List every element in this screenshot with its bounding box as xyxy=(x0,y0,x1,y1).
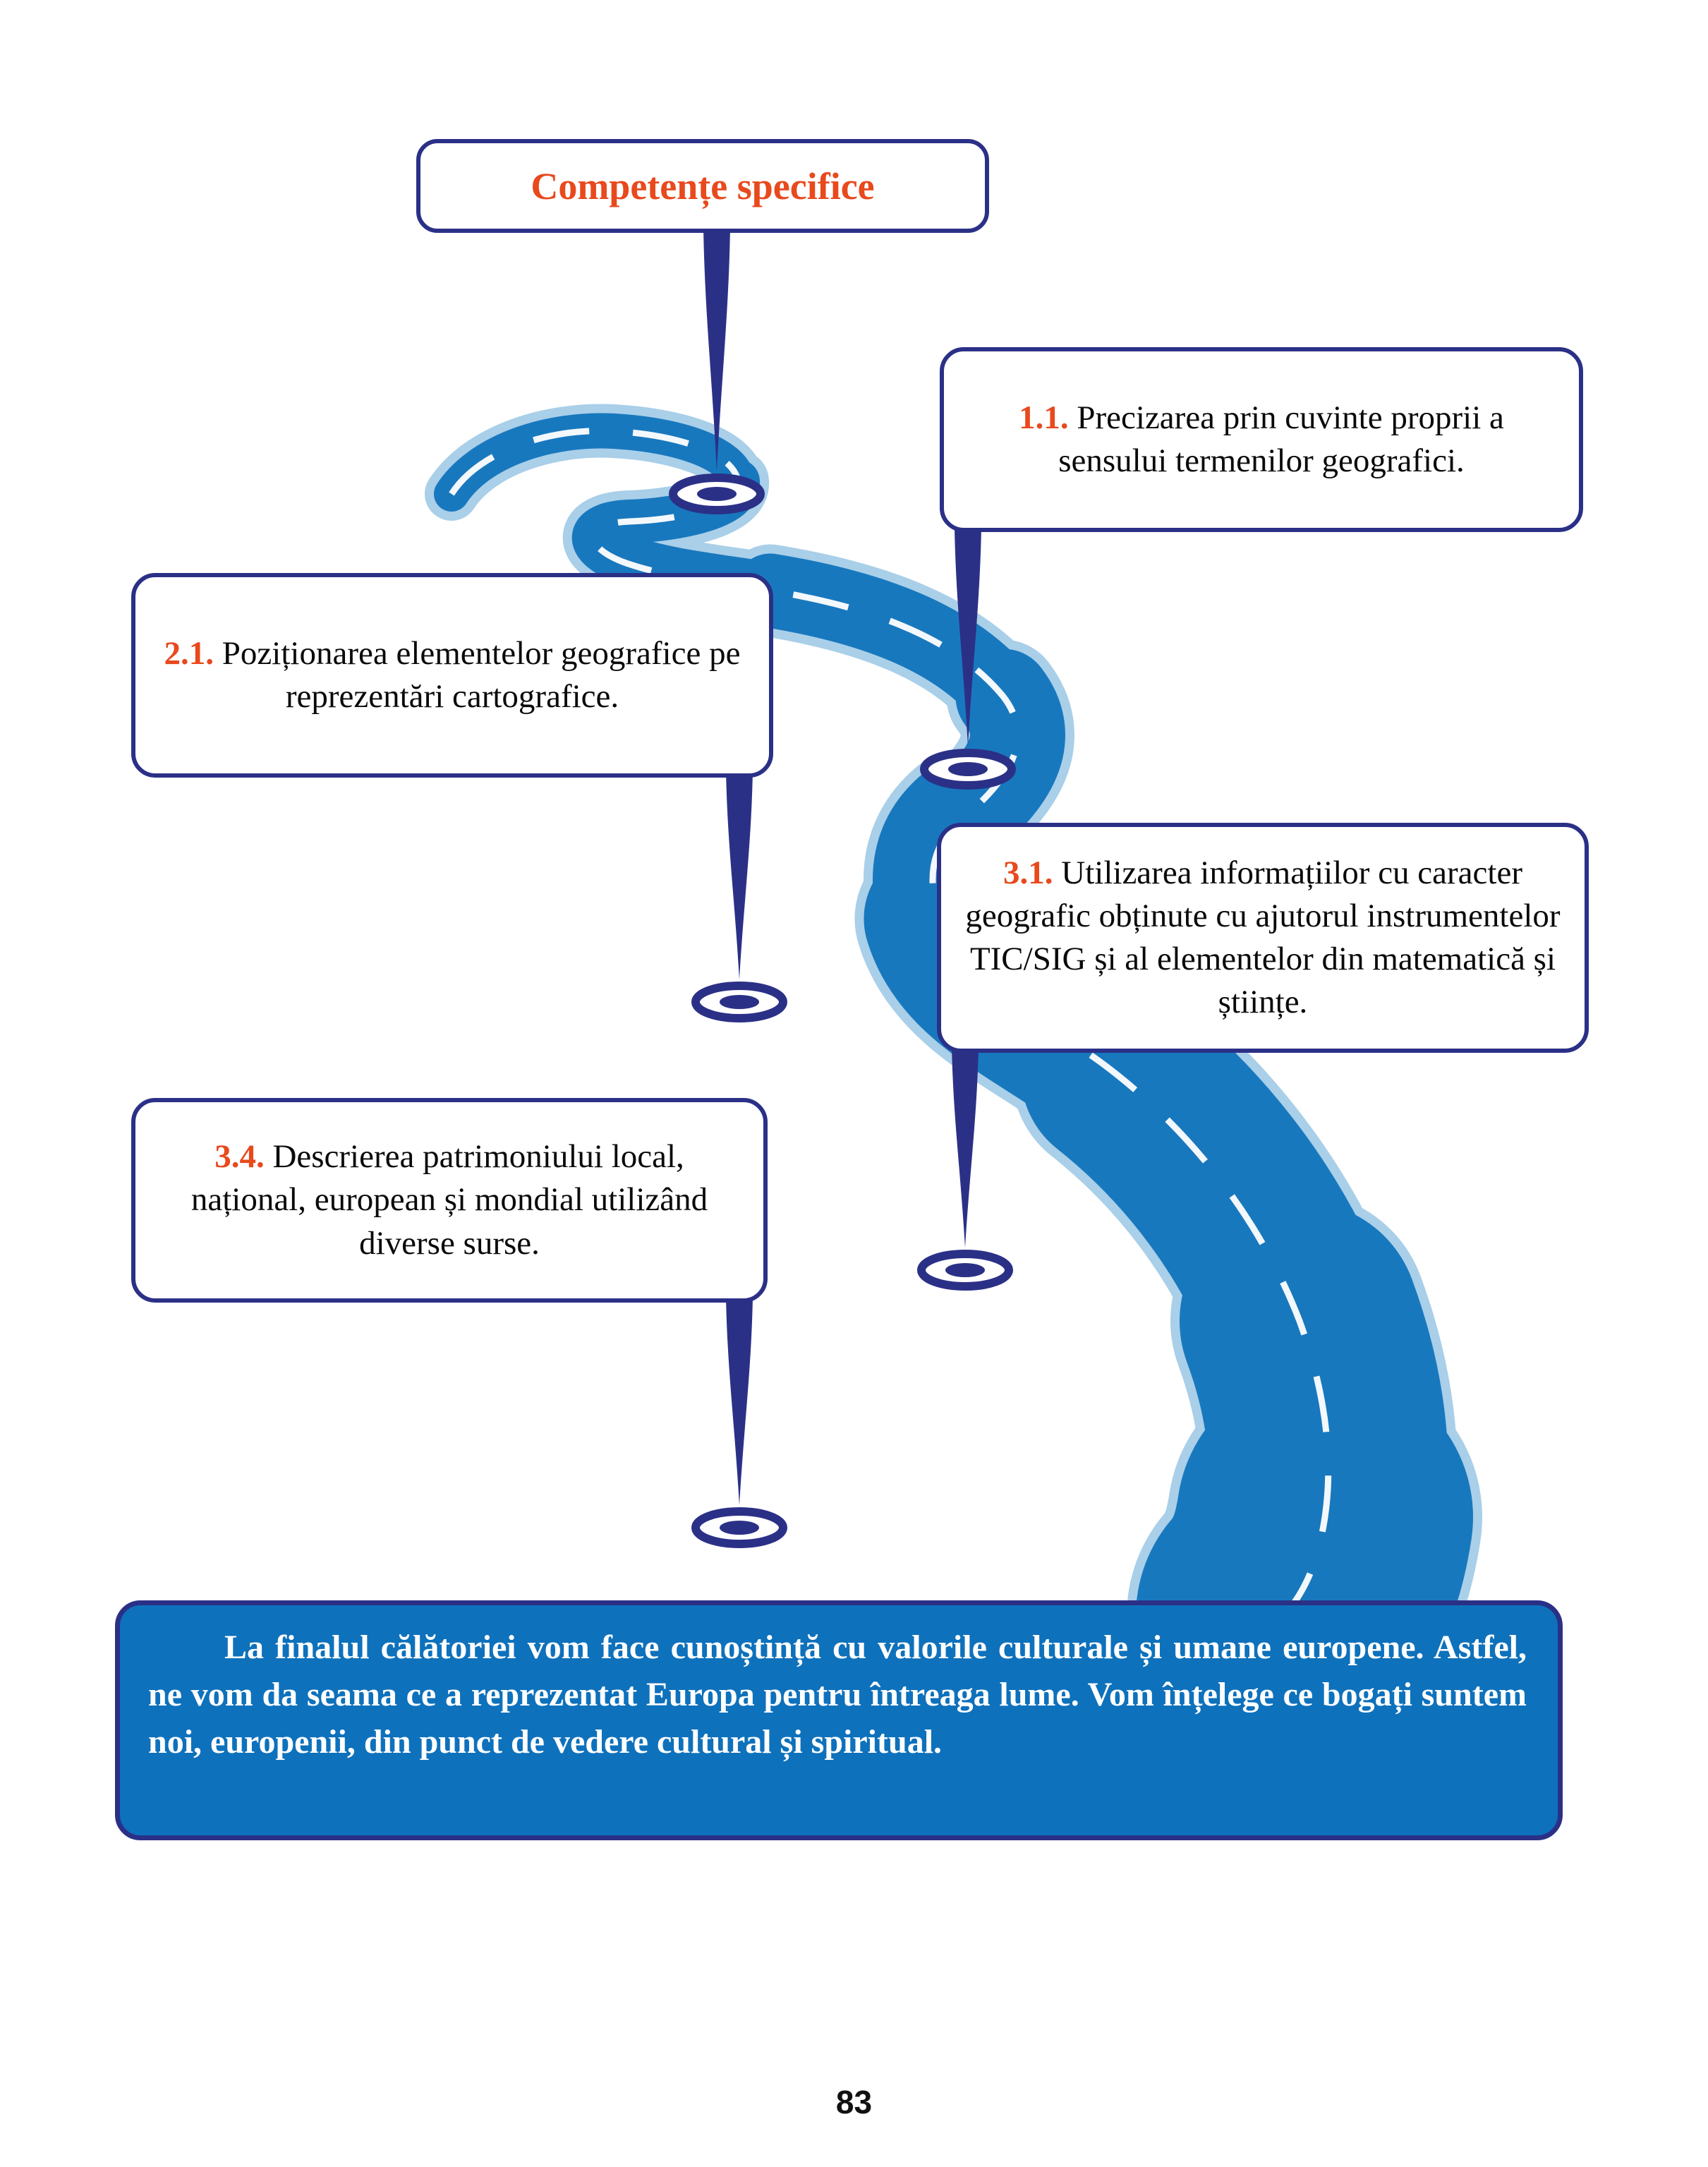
title-box xyxy=(416,139,989,233)
competency-number-1-1: 1.1. xyxy=(1019,399,1069,436)
competency-text-2-1 xyxy=(155,632,749,718)
page-number: 83 xyxy=(835,2084,873,2120)
summary-box xyxy=(115,1600,1563,1840)
competency-description-2-1: Poziționarea elementelor geografice pe reprezentări cartografice. xyxy=(222,634,741,715)
competency-description-1-1: Precizarea prin cuvinte proprii a sensului termenilor geografici. xyxy=(1058,399,1504,479)
competency-number-2-1: 2.1. xyxy=(164,634,214,672)
map-pin-icon xyxy=(726,771,753,979)
road-marker-icon xyxy=(696,986,783,1018)
competency-description-3-4: Descrierea patrimoniului local, național, european și mondial utilizând diverse surse. xyxy=(190,1138,708,1262)
road-marker-icon xyxy=(673,478,761,510)
competency-box-1-1 xyxy=(940,347,1583,532)
competency-number-3-1: 3.1. xyxy=(1003,854,1053,891)
map-pin-icon xyxy=(726,1297,753,1505)
competency-description-3-1: Utilizarea informațiilor cu caracter geografic obținute cu ajutorul instrumentelor TIC/SIG și al elementelor din matematică și științe. xyxy=(965,854,1561,1021)
page-title: Competențe specifice xyxy=(531,164,875,207)
competency-text-3-1 xyxy=(961,852,1565,1024)
competency-box-3-4 xyxy=(131,1098,768,1303)
competency-box-2-1 xyxy=(131,573,773,778)
road-marker-icon xyxy=(696,1511,783,1544)
competency-number-3-4: 3.4. xyxy=(214,1138,265,1176)
competency-box-3-1 xyxy=(937,823,1589,1053)
road-marker-icon xyxy=(921,1254,1009,1286)
map-pin-icon xyxy=(952,1046,979,1248)
summary-text: La finalul călătoriei vom face cunoștință cu valorile culturale și umane europene. Astfel, ne vom da seama ce a reprezentat Europa pentru întreaga lume. Vom înțelege ce bogați suntem noi, europenii, din punct de vedere cultural și spiritual. xyxy=(148,1629,1527,1761)
road-marker-icon xyxy=(924,753,1012,785)
competency-text-1-1 xyxy=(964,397,1559,483)
competency-text-3-4 xyxy=(155,1135,744,1264)
